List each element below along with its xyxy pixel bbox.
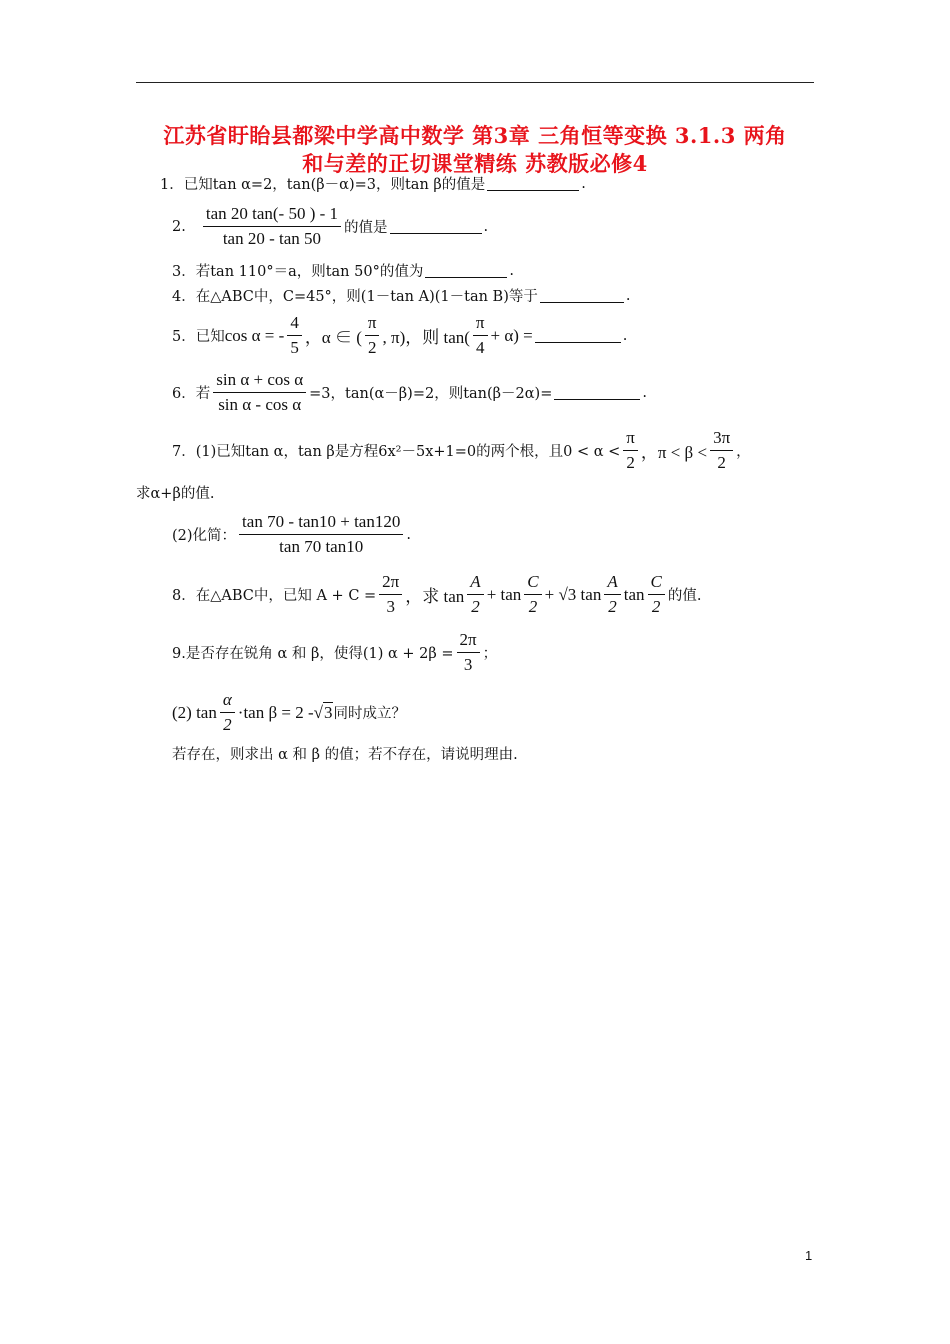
problem-9-tail: ·tan β = 2 - — [237, 702, 314, 722]
comma: ， — [736, 444, 751, 460]
fraction-numerator: π — [365, 313, 380, 336]
problem-7-part1 — [172, 428, 751, 473]
answer-blank — [535, 328, 621, 343]
answer-blank — [540, 288, 624, 303]
semicolon: ； — [482, 646, 498, 662]
fraction-numerator: 4 — [287, 313, 302, 336]
problem-5-pi-half — [365, 313, 380, 358]
answer-blank — [554, 385, 640, 400]
problem-7-part2 — [172, 512, 411, 557]
header-rule — [136, 82, 814, 83]
problem-5-fraction — [287, 313, 302, 358]
problem-8-c-half-2 — [648, 572, 665, 617]
problem-2-number: 2. — [172, 218, 186, 235]
problem-7-pi-half — [623, 428, 638, 473]
problem-9-line1 — [172, 630, 497, 675]
period: . — [406, 526, 411, 543]
fraction-denominator: 3 — [463, 655, 473, 674]
problem-9-two-pi-third — [457, 630, 480, 675]
problem-5-pi-quarter — [473, 313, 488, 358]
problem-2: 2. $\frac{\tan 20 \tan(- 50 ) - 1}{\tan 20 - \tan 50}$ 的值是 . — [172, 204, 489, 248]
answer-blank — [390, 219, 482, 234]
fraction-denominator: 5 — [290, 338, 299, 357]
problem-6-fraction — [213, 370, 306, 415]
problem-5 — [172, 313, 627, 358]
problem-7-question: 求α+β的值. — [136, 486, 215, 502]
fraction-denominator: 3 — [386, 597, 395, 616]
problem-3-text: 3．若tan 110°＝a，则tan 50°的值为 — [172, 264, 424, 280]
problem-8-mid: ，求 tan — [405, 587, 465, 606]
problem-6 — [172, 370, 647, 415]
problem-8-c-half — [524, 572, 541, 617]
problem-9-end: 同时成立？ — [333, 706, 406, 722]
fraction-numerator: tan 20 tan(- 50 ) - 1 — [203, 204, 341, 227]
fraction-denominator: 4 — [475, 338, 485, 357]
fraction-denominator: 2 — [717, 453, 726, 472]
fraction-denominator: 2 — [223, 715, 232, 734]
problem-8-plus-sqrt3: + √3 tan — [544, 584, 602, 604]
problem-5-in: ，α ∈ ( — [304, 328, 362, 347]
document-title-line1: 江苏省盱眙县都梁中学高中数学 第3章 三角恒等变换 3.1.3 两角 — [163, 123, 787, 148]
problem-5-tail: + α) = — [490, 325, 533, 345]
fraction-numerator: C — [648, 572, 665, 595]
fraction-numerator: 3π — [710, 428, 733, 451]
fraction-denominator: tan 20 - tan 50 — [222, 229, 322, 248]
problem-7-part2-label: (2)化简： — [172, 528, 237, 544]
problem-7-three-pi-half — [710, 428, 733, 473]
problem-5-cos: cos α = - — [224, 325, 285, 345]
sqrt-symbol: √ — [313, 702, 323, 722]
problem-8 — [172, 572, 701, 617]
fraction-denominator: sin α - cos α — [218, 395, 302, 414]
fraction-numerator: π — [473, 313, 488, 336]
problem-2-fraction — [203, 204, 341, 249]
problem-4: 4．在△ABC中，C=45°，则(1－tan A)(1－tan B)等于 . — [172, 285, 630, 306]
document-title-line2: 和与差的正切课堂精练 苏教版必修4 — [302, 151, 648, 176]
fraction-numerator: A — [467, 572, 483, 595]
problem-9-question: 若存在，则求出 α 和 β 的值；若不存在，请说明理由. — [172, 747, 518, 763]
problem-9-alpha-half — [220, 690, 235, 735]
fraction-denominator: 2 — [471, 597, 480, 616]
problem-7-text: 7．(1)已知tan α，tan β是方程6x²－5x+1=0的两个根，且0 < α < — [172, 444, 621, 460]
fraction-numerator: α — [220, 690, 235, 713]
problem-1: 1．已知tan α=2，tan(β－α)=3，则tan β的值是 . — [160, 173, 586, 194]
problem-7-mid: ，π < β < — [640, 443, 708, 462]
problem-8-a-half-2 — [604, 572, 620, 617]
problem-9-line3 — [172, 743, 518, 764]
fraction-denominator: 2 — [626, 453, 635, 472]
problem-8-two-pi-third — [379, 572, 402, 617]
problem-9-line2 — [172, 690, 406, 735]
problem-9-text: 9.是否存在锐角 α 和 β，使得(1) α + 2β = — [172, 646, 454, 662]
problem-7-line2 — [136, 482, 214, 503]
period: . — [622, 327, 628, 344]
problem-8-lead: 8．在△ABC中，已知 A + C = — [172, 588, 377, 604]
problem-6-lead: 6．若 — [172, 386, 211, 402]
problem-8-plus: + tan — [486, 584, 522, 604]
fraction-numerator: C — [524, 572, 541, 595]
problem-9-label: (2) tan — [172, 702, 217, 722]
problem-1-text: 1．已知tan α=2，tan(β－α)=3，则tan β的值是 — [160, 177, 486, 193]
fraction-numerator: sin α + cos α — [213, 370, 306, 393]
fraction-numerator: 2π — [457, 630, 480, 653]
fraction-denominator: 2 — [367, 338, 377, 357]
fraction-numerator: tan 70 - tan10 + tan120 — [239, 512, 403, 535]
fraction-denominator: 2 — [528, 597, 538, 616]
fraction-numerator: π — [623, 428, 638, 451]
fraction-denominator: 2 — [651, 597, 661, 616]
page-number: 1 — [805, 1248, 813, 1263]
problem-8-tan: tan — [623, 584, 645, 604]
problem-6-tail: =3，tan(α－β)=2，则tan(β－2α)= — [309, 386, 553, 402]
problem-5-lead: 5．已知 — [172, 329, 225, 345]
period: . — [642, 384, 647, 401]
problem-3: 3．若tan 110°＝a，则tan 50°的值为 . — [172, 260, 514, 281]
fraction-denominator: tan 70 tan10 — [279, 537, 364, 556]
fraction-numerator: 2π — [379, 572, 402, 595]
problem-8-a-half — [467, 572, 483, 617]
problem-4-text: 4．在△ABC中，C=45°，则(1－tan A)(1－tan B)等于 — [172, 289, 538, 305]
fraction-numerator: A — [604, 572, 620, 595]
problem-7-part2-fraction — [239, 512, 403, 557]
sqrt-radicand: 3 — [323, 703, 333, 722]
problem-2-suffix: 的值是 — [344, 220, 388, 236]
fraction-denominator: 2 — [608, 597, 617, 616]
answer-blank — [425, 263, 507, 278]
answer-blank — [487, 176, 579, 191]
problem-8-tail: 的值. — [667, 588, 702, 604]
problem-5-interval-end: , π)，则 tan( — [382, 328, 470, 347]
